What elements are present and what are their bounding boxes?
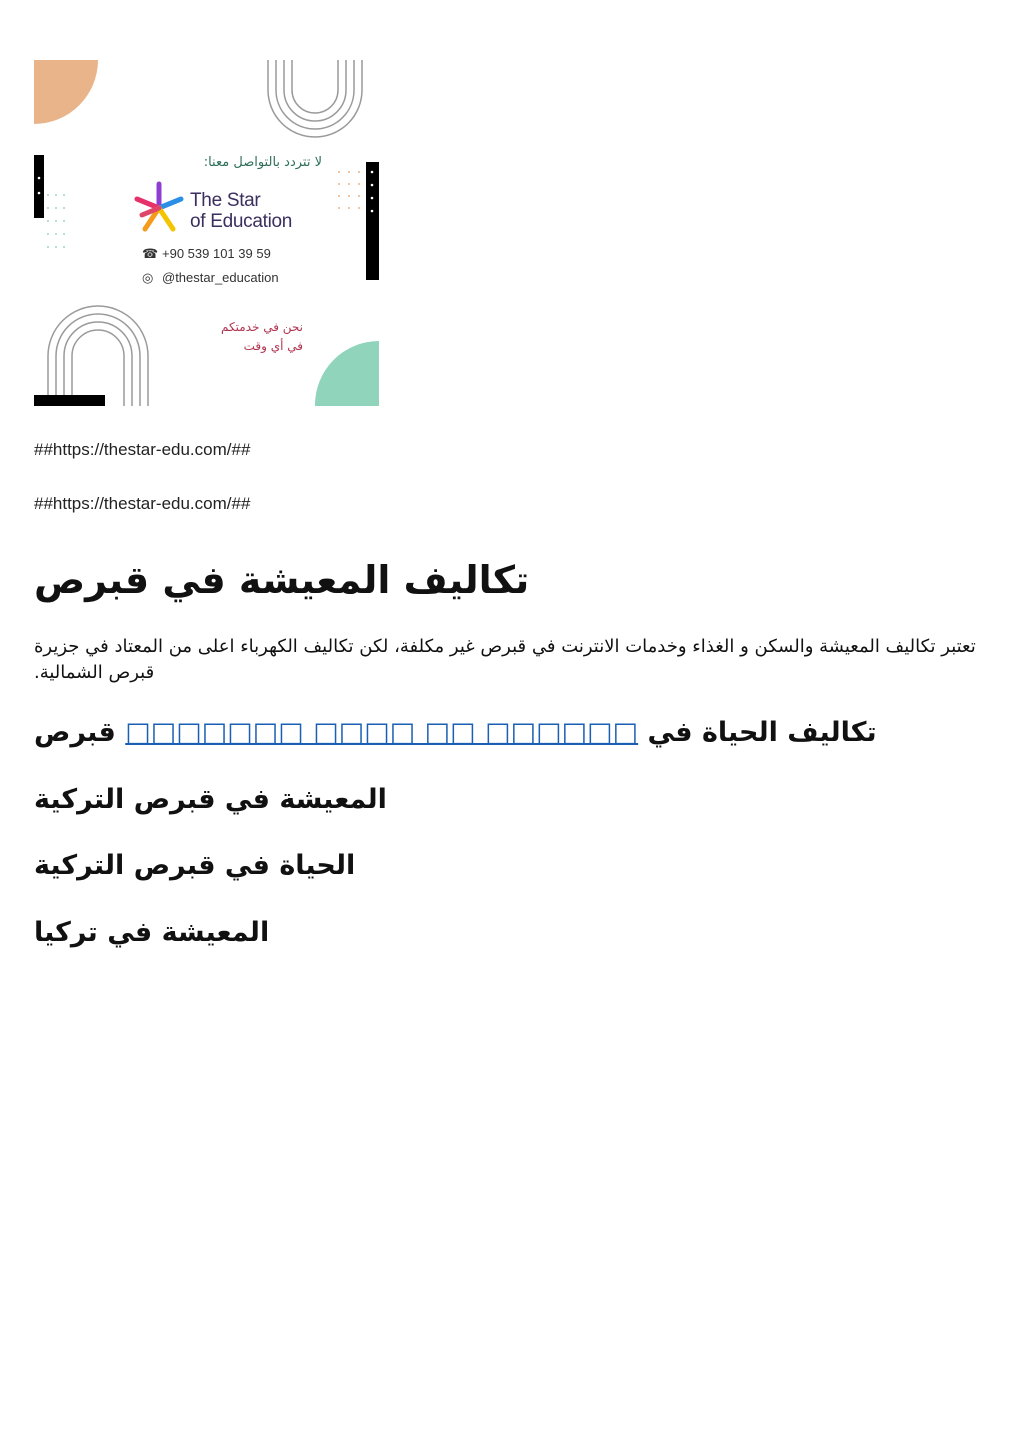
heading-link[interactable]: □□□□□□ □□ □□□□ □□□□□□□	[125, 717, 639, 748]
phone-number: +90 539 101 39 59	[162, 246, 271, 261]
instagram-row	[142, 270, 279, 286]
phone-icon: ☎	[142, 246, 159, 261]
service-note	[221, 318, 303, 356]
contact-title: لا تتردد بالتواصل معنا:	[203, 155, 322, 170]
heading-living-costs	[34, 715, 989, 751]
heading-life-turkish-cyprus: الحياة في قبرص التركية	[34, 850, 356, 881]
intro-paragraph: تعتبر تكاليف المعيشة والسكن و الغذاء وخدمات الانترنت في قبرص غير مكلفة، لكن تكاليف الكهرباء اعلى من المعتاد في جزيرة قبرص الشمالية.	[34, 636, 976, 683]
banner-decoration	[34, 60, 379, 406]
service-line-2: في أي وقت	[243, 339, 303, 353]
heading-living-turkish-cyprus: المعيشة في قبرص التركية	[34, 784, 387, 815]
service-line-1: نحن في خدمتكم	[221, 320, 303, 334]
heading-tail: قبرص	[34, 717, 116, 748]
phone-row	[142, 246, 271, 262]
brand-line-2: of Education	[190, 211, 293, 232]
brand-line-1: The Star	[190, 190, 261, 211]
source-url: ##https://thestar-edu.com/##	[34, 440, 251, 459]
page-title: تكاليف المعيشة في قبرص	[34, 558, 530, 602]
brand-name	[190, 190, 292, 232]
instagram-handle: @thestar_education	[162, 270, 279, 285]
instagram-icon: ◎	[142, 270, 154, 285]
source-url: ##https://thestar-edu.com/##	[34, 494, 251, 513]
heading-text: تكاليف الحياة في	[647, 717, 877, 748]
heading-living-turkey: المعيشة في تركيا	[34, 917, 270, 948]
contact-banner-image	[34, 60, 379, 406]
